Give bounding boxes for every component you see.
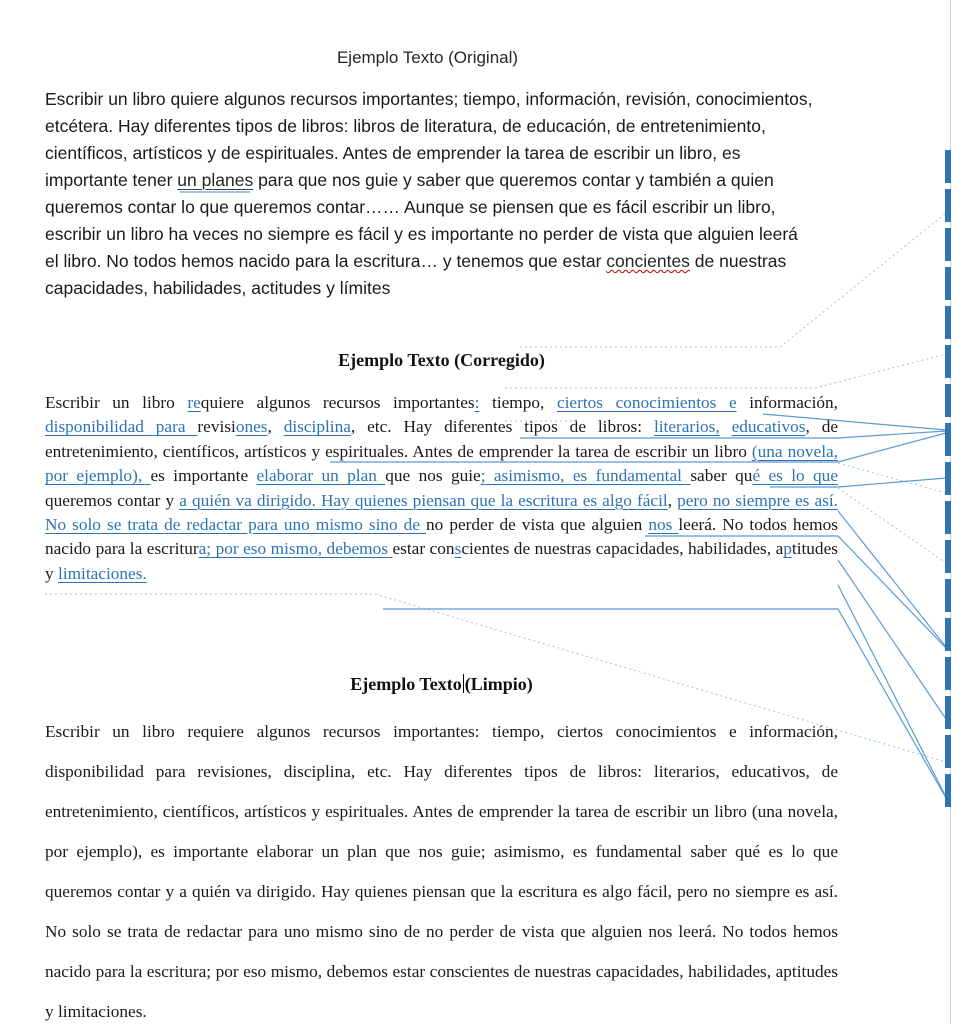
- text-run: quiere algunos recursos importantes: [200, 393, 475, 412]
- text-run: que nos guie: [385, 466, 481, 486]
- corrected-section-title: Ejemplo Texto (Corregido): [338, 350, 545, 370]
- inserted-text-run: a; por eso mismo,: [198, 539, 327, 559]
- text-run: ,: [667, 490, 678, 510]
- text-run: ,: [267, 417, 284, 437]
- text-run: Escribir un libro quiere algunos recursos importantes; tiempo, información, revisión, conocimientos, etcétera. Hay diferentes tipos de libros: libros de literatura, de educación, de entretenimiento, científicos, artísticos y de espirituales. Antes de emprender la tarea de escribir un libro, es importante tener: [45, 89, 813, 190]
- inserted-text-run: educativos: [731, 417, 806, 437]
- text-run: , etc. Hay diferentes tipos de libros:: [350, 417, 654, 437]
- revision-connector-line: [838, 511, 946, 647]
- inserted-text-run: (una novela, por ejemplo),: [45, 441, 838, 486]
- text-run: información,: [736, 393, 838, 412]
- text-run: , de entretenimiento, científicos, artísticos y espirituales. Antes de emprender la tarea de escribir un libro: [45, 417, 839, 461]
- text-run: queremos contar y: [45, 490, 180, 510]
- text-run: Escribir un libro: [45, 393, 188, 412]
- revision-leader-dotted: [838, 488, 946, 563]
- text-run: no perder de vista que alguien: [426, 515, 649, 535]
- corrected-paragraph: [45, 391, 838, 586]
- inserted-text-run: elaborar un plan: [256, 466, 386, 486]
- text-run: tiempo,: [479, 393, 557, 412]
- clean-title-right: (Limpio): [464, 674, 533, 694]
- text-run: es importante: [150, 466, 257, 486]
- revision-leader-dotted: [838, 463, 946, 493]
- inserted-text-run: pero no siempre es así. No solo se trata de redactar para uno mismo sino de: [45, 490, 839, 535]
- text-cursor: [463, 674, 464, 693]
- text-run: saber qu: [690, 466, 753, 486]
- inserted-text-run: limitaciones.: [57, 563, 147, 583]
- text-run: cientes de nuestras capacidades, habilidades, a: [461, 539, 784, 559]
- inserted-text-run: a quién va dirigido. Hay quienes piensan que la escritura es algo fácil: [179, 490, 668, 510]
- clean-section-title: [45, 674, 838, 695]
- spelling-flagged-text: concientes: [606, 251, 690, 271]
- inserted-text-run: ; asimismo, es fundamental: [480, 466, 691, 486]
- revision-connector-line: [838, 560, 946, 719]
- inserted-text-run: re: [187, 393, 201, 412]
- clean-paragraph: Escribir un libro requiere algunos recursos importantes: tiempo, ciertos conocimientos e información, disponibilidad para revisiones, disciplina, etc. Hay diferentes tipos de libros: literarios, educativos, de entretenimiento, científicos, artísticos y espirituales. Antes de emprender la tarea de escribir un libro (una novela, por ejemplo), es importante elaborar un plan que nos guie; asimismo, es fundamental saber qué es lo que queremos contar y a quién va dirigido. Hay quienes piensan que la escritura es algo fácil, pero no siempre es así. No solo se trata de redactar para uno mismo sino de no perder de vista que alguien nos leerá. No todos hemos nacido para la escritura; por eso mismo, debemos estar conscientes de nuestras capacidades, habilidades, aptitudes y limitaciones.: [45, 722, 838, 1021]
- grammar-flagged-text: un planes: [177, 170, 254, 190]
- text-run: de nuestras capacidades, habilidades, actitudes y límites: [45, 251, 787, 298]
- text-run: titudes y: [45, 539, 838, 583]
- inserted-text-run: disciplina: [283, 417, 351, 437]
- inserted-text-run: debemos: [326, 539, 393, 559]
- text-run: leerá. No todos hemos nacido para la escritur: [45, 515, 838, 559]
- inserted-text-run: :: [474, 393, 480, 412]
- inserted-text-run: p: [783, 539, 792, 559]
- inserted-text-run: é es lo que: [752, 466, 838, 486]
- original-section-title: Ejemplo Texto (Original): [336, 48, 519, 67]
- inserted-text-run: ones: [235, 417, 268, 437]
- revision-connector-line: [838, 585, 946, 797]
- text-run: para que nos guie y saber que queremos contar y también a quien queremos contar lo que queremos contar…… Aunque se piensen que es fácil escribir un libro, escribir un libro ha veces no siempre es fácil y es importante no perder de vista que alguien leerá el libro. No todos hemos nacido para la escritura… y tenemos que estar: [45, 170, 798, 271]
- text-run: estar con: [392, 539, 455, 559]
- text-run: [720, 417, 732, 436]
- inserted-text-run: literarios,: [653, 417, 720, 437]
- inserted-text-run: ciertos conocimientos e: [556, 393, 737, 412]
- inserted-text-run: nos: [648, 515, 679, 535]
- inserted-text-run: s: [454, 539, 462, 559]
- original-paragraph: [45, 86, 813, 302]
- text-run: revisi: [197, 417, 236, 437]
- clean-title-left: Ejemplo Texto: [350, 674, 462, 694]
- inserted-text-run: disponibilidad para: [45, 417, 198, 437]
